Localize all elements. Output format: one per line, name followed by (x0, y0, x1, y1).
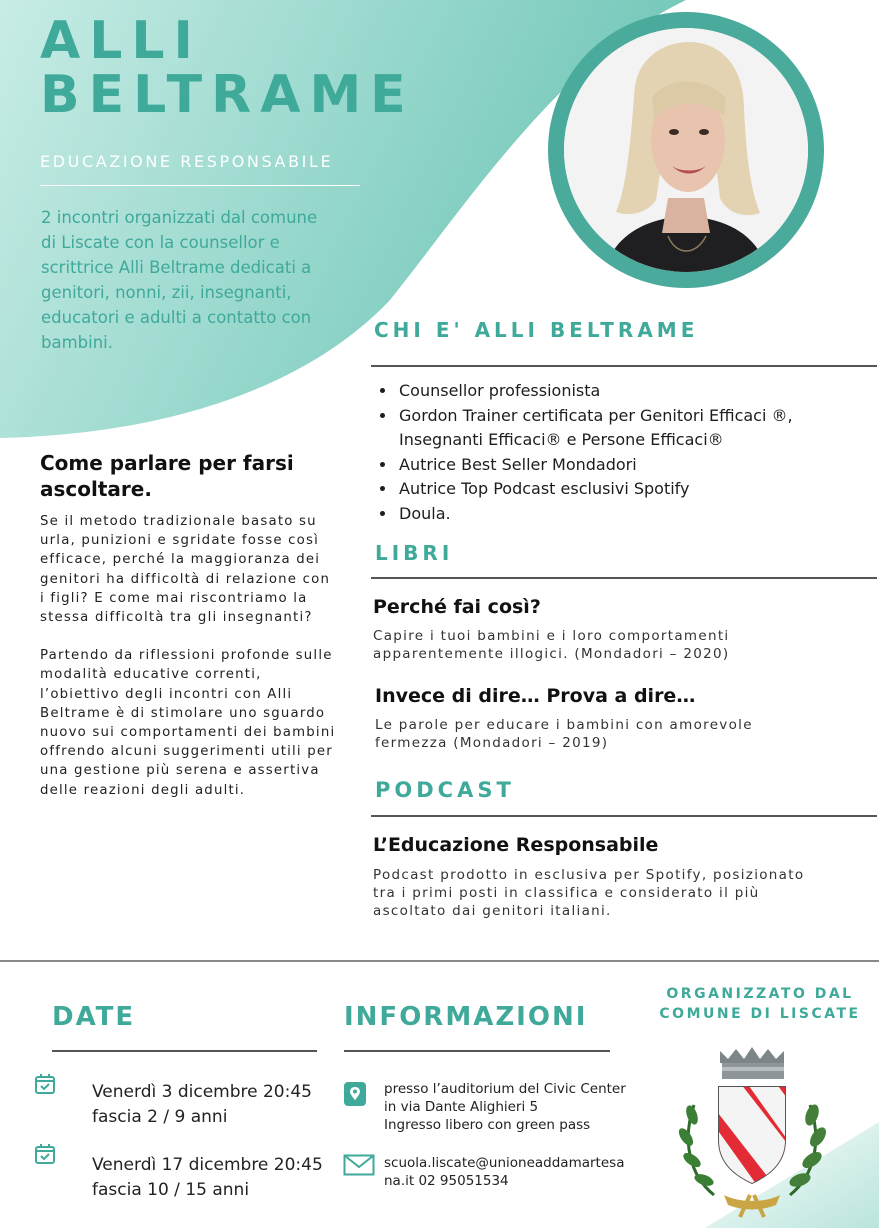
book-description: Capire i tuoi bambini e i loro comportamenti apparentemente illogici. (Mondadori – 2020) (373, 628, 730, 662)
name-line-1: ALLI (40, 11, 202, 71)
address-line: in via Dante Alighieri 5 (384, 1099, 539, 1115)
organizer-label (640, 984, 879, 1024)
name-line-2: BELTRAME (40, 65, 415, 125)
address-block (384, 1080, 644, 1134)
contact-line: na.it 02 95051534 (384, 1173, 509, 1189)
contact-line: scuola.liscate@unioneaddamartesa (384, 1155, 625, 1171)
map-pin-icon (344, 1082, 366, 1106)
left-heading: Come parlare per farsi ascoltare. (40, 451, 294, 501)
about-item: • Gordon Trainer certificata per Genitori Efficaci ®, Insegnanti Efficaci® e Persone Efficaci® (397, 404, 825, 453)
contact-block[interactable] (384, 1154, 644, 1190)
podcast-name: L’Educazione Responsabile (373, 834, 659, 856)
about-divider (371, 365, 877, 367)
date-line: Venerdì 3 dicembre 20:45 (92, 1082, 312, 1102)
podcast-title: PODCAST (375, 778, 515, 802)
dates-title: DATE (52, 1002, 136, 1032)
books-title: LIBRI (375, 541, 454, 565)
intro-text: 2 incontri organizzati dal comune di Liscate con la counsellor e scrittrice Alli Beltrame dedicati a genitori, nonni, zii, insegnanti, educatori e adulti a contatto con bambini. (41, 208, 318, 352)
book-description: Le parole per educare i bambini con amorevole fermezza (Mondadori – 2019) (375, 717, 753, 751)
about-item: • Autrice Top Podcast esclusivi Spotify (397, 477, 825, 502)
organizer-line: ORGANIZZATO DAL (666, 986, 854, 1002)
footer-divider (0, 960, 879, 962)
subtitle: EDUCAZIONE RESPONSABILE (40, 152, 334, 171)
date-age: fascia 10 / 15 anni (92, 1180, 250, 1200)
speaker-name (40, 11, 520, 125)
date-line: Venerdì 17 dicembre 20:45 (92, 1155, 323, 1175)
calendar-check-icon (34, 1073, 56, 1095)
book-title: Invece di dire… Prova a dire… (375, 685, 696, 707)
organizer-line: COMUNE DI LISCATE (659, 1006, 861, 1022)
left-paragraph: Partendo da riflessioni profonde sulle modalità educative correnti, l’obiettivo degli incontri con Alli Beltrame è di stimolare uno sguardo nuovo sui comportamenti dei bambini offrendo alcuni suggerimenti utili per una gestione più serena e assertiva delle reazioni degli adulti. (40, 648, 336, 798)
book-title: Perché fai così? (373, 596, 541, 618)
date-item (92, 1080, 332, 1130)
calendar-check-icon (34, 1143, 56, 1165)
about-item: • Autrice Best Seller Mondadori (397, 453, 825, 478)
coat-of-arms-icon (664, 1045, 840, 1220)
about-item: • Doula. (397, 502, 825, 527)
address-line: Ingresso libero con green pass (384, 1117, 591, 1133)
address-line: presso l’auditorium del Civic Center (384, 1081, 626, 1097)
date-item (92, 1153, 332, 1203)
about-title: CHI E' ALLI BELTRAME (374, 318, 699, 342)
left-paragraph: Se il metodo tradizionale basato su urla, punizioni e sgridate fosse così efficace, perché la maggioranza dei genitori ha difficoltà di relazione con i figli? E come mai riscontriamo la stessa difficoltà tra gli insegnanti? (40, 514, 331, 626)
subtitle-divider (40, 185, 360, 186)
portrait-photo (548, 12, 824, 288)
podcast-divider (371, 815, 877, 817)
info-divider (344, 1050, 610, 1052)
dates-divider (52, 1050, 317, 1052)
portrait-illustration (564, 28, 808, 272)
books-divider (371, 577, 877, 579)
date-age: fascia 2 / 9 anni (92, 1107, 228, 1127)
about-item: • Counsellor professionista (397, 379, 825, 404)
left-body (40, 512, 340, 800)
podcast-description: Podcast prodotto in esclusiva per Spotify, posizionato tra i primi posti in classifica e considerato il più ascoltato dai genitori italiani. (373, 867, 805, 919)
mail-icon (343, 1154, 375, 1176)
info-title: INFORMAZIONI (344, 1002, 588, 1032)
about-list (375, 379, 825, 526)
